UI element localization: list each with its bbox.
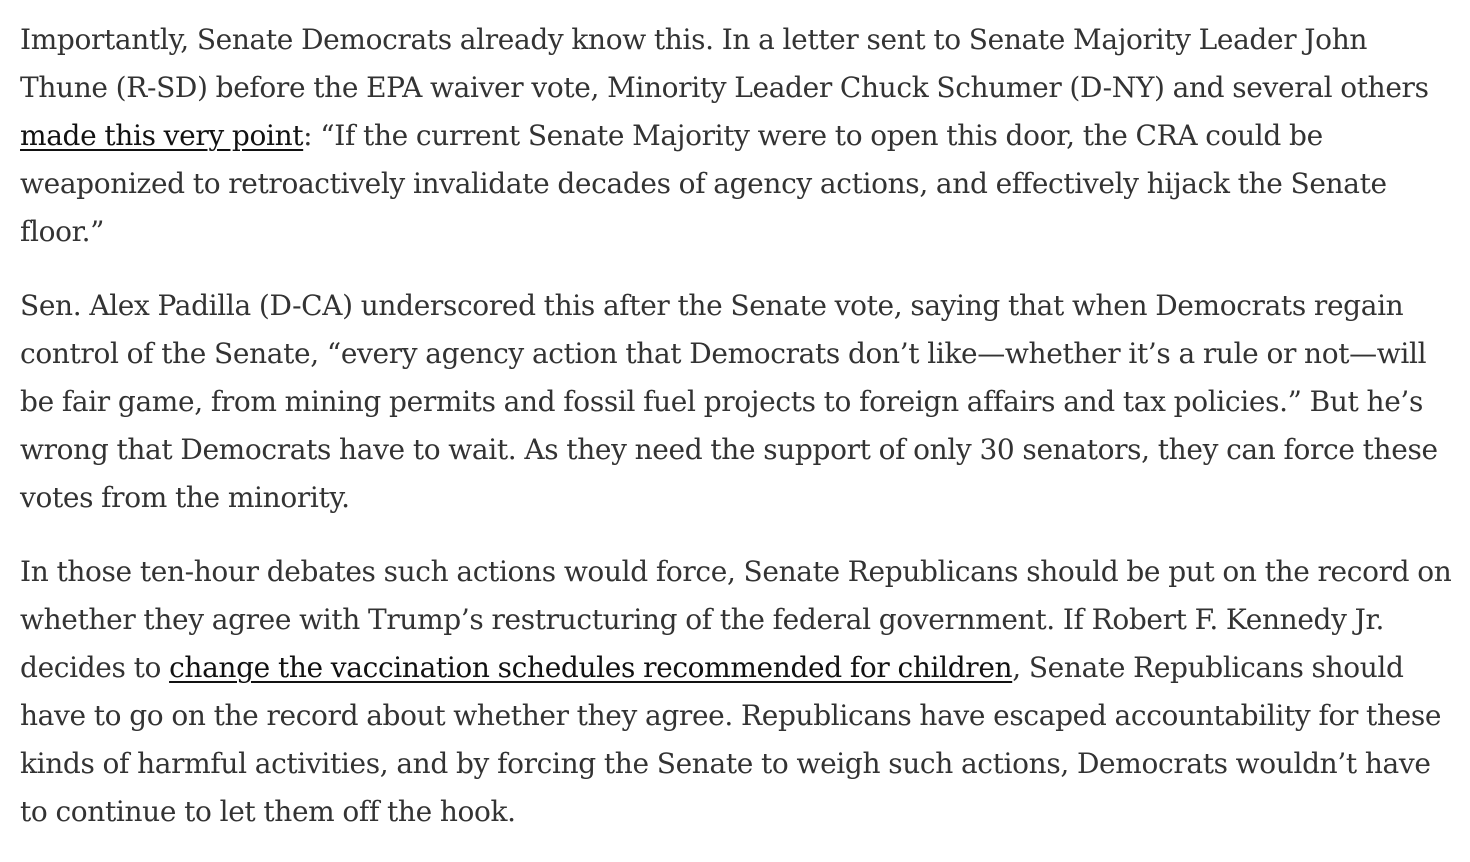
- paragraph-text: Sen. Alex Padilla (D-CA) underscored this after the Senate vote, saying that when Democrats regain control of the Senate, “every agency action that Democrats don’t like—whether it’s a rule or not—will be fair game, from mining permits and fossil fuel projects to foreign affairs and tax policies.” But he’s wrong that Democrats have to wait. As they need the support of only 30 senators, they can force these votes from the minority.: [20, 289, 1438, 514]
- made-this-very-point-link[interactable]: made this very point: [20, 119, 304, 152]
- article-body: [20, 16, 1456, 862]
- paragraph-text: : “If the current Senate Majority were to open this door, the CRA could be weaponized to retroactively invalidate decades of agency actions, and effectively hijack the Senate floor.”: [20, 119, 1387, 248]
- paragraph-text: In those ten-hour debates such actions would force, Senate Republicans should be put on the record on whether they agree with Trump’s restructuring of the federal government. If Robert F. Kennedy Jr. decides to: [20, 555, 1452, 684]
- paragraph-ten-hour-debates: [20, 548, 1456, 836]
- paragraph-schumer-letter: [20, 16, 1456, 256]
- paragraph-padilla-quote: [20, 282, 1456, 522]
- vaccination-schedules-link[interactable]: change the vaccination schedules recommended for children: [169, 651, 1013, 684]
- paragraph-text: , Senate Republicans should have to go on the record about whether they agree. Republicans have escaped accountability for these kinds of harmful activities, and by forcing the Senate to weigh such actions, Democrats wouldn’t have to continue to let them off the hook.: [20, 651, 1442, 828]
- paragraph-text: Importantly, Senate Democrats already know this. In a letter sent to Senate Majority Leader John Thune (R-SD) before the EPA waiver vote, Minority Leader Chuck Schumer (D-NY) and several others: [20, 23, 1429, 104]
